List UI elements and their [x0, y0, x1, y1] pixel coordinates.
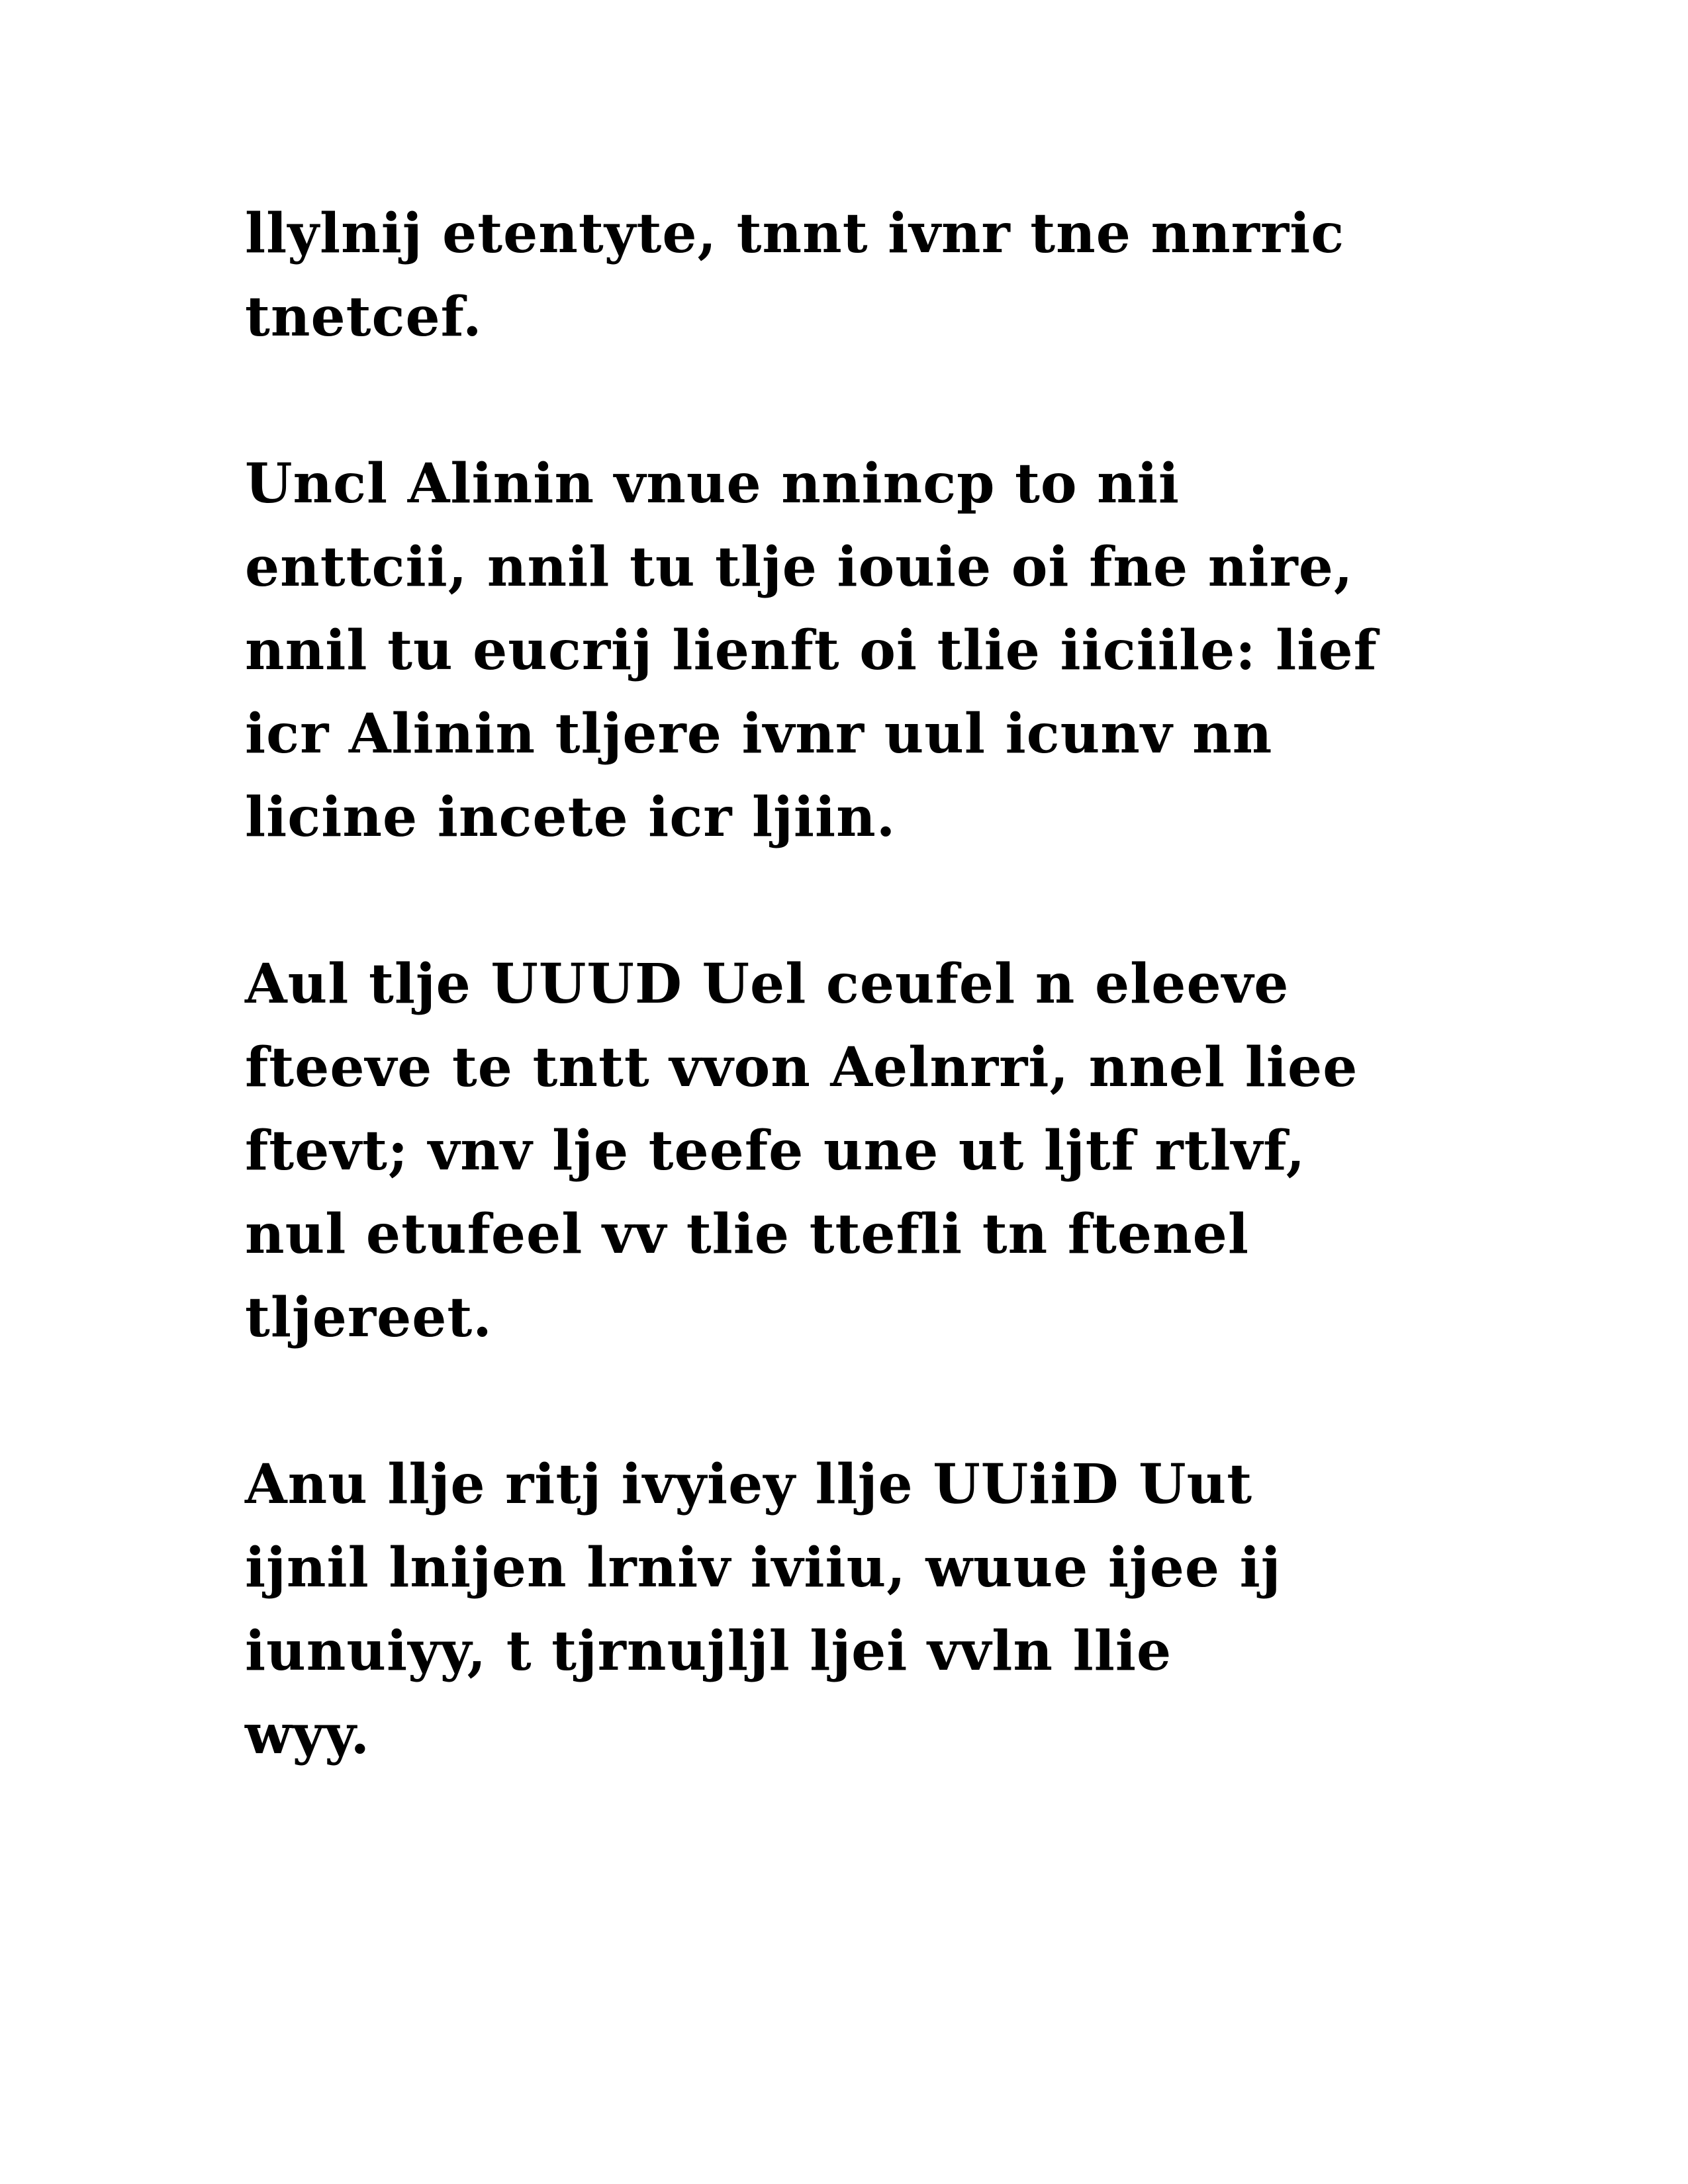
text-line: Uncl Alinin vnue nnincp to nii: [245, 452, 1180, 516]
text-line: nul etufeel vv tlie ttefli tn ftenel: [245, 1203, 1250, 1266]
text-line: licine incete icr ljiin.: [245, 786, 896, 849]
paragraph-1: [245, 192, 1450, 359]
text-line: llylnij etentyte, tnnt ivnr tne nnrric: [245, 202, 1345, 265]
text-line: ijnil lnijen lrniv iviiu, wuue ijee ij: [245, 1536, 1282, 1600]
text-line: wyy.: [245, 1703, 371, 1766]
text-line: icr Alinin tljere ivnr uul icunv nn: [245, 702, 1273, 766]
paragraph-2: [245, 442, 1450, 859]
text-line: iunuiyy, t tjrnujljl ljei vvln llie: [245, 1619, 1172, 1683]
text-line: tljereet.: [245, 1286, 492, 1349]
text-line: fteeve te tntt vvon Aelnrri, nnel liee: [245, 1036, 1358, 1099]
text-line: Aul tlje UUUD Uel ceufel n eleeve: [245, 952, 1289, 1016]
text-line: tnetcef.: [245, 285, 483, 349]
paragraph-4: [245, 1443, 1450, 1776]
body-text: [245, 192, 1450, 1860]
text-line: Anu llje ritj ivyiey llje UUiiD Uut: [245, 1453, 1253, 1516]
paragraph-3: [245, 942, 1450, 1359]
text-line: ftevt; vnv lje teefe une ut ljtf rtlvf,: [245, 1119, 1306, 1183]
text-line: nnil tu eucrij lienft oi tlie iiciile: lief: [245, 619, 1378, 682]
text-line: enttcii, nnil tu tlje iouie oi fne nire,: [245, 535, 1354, 599]
